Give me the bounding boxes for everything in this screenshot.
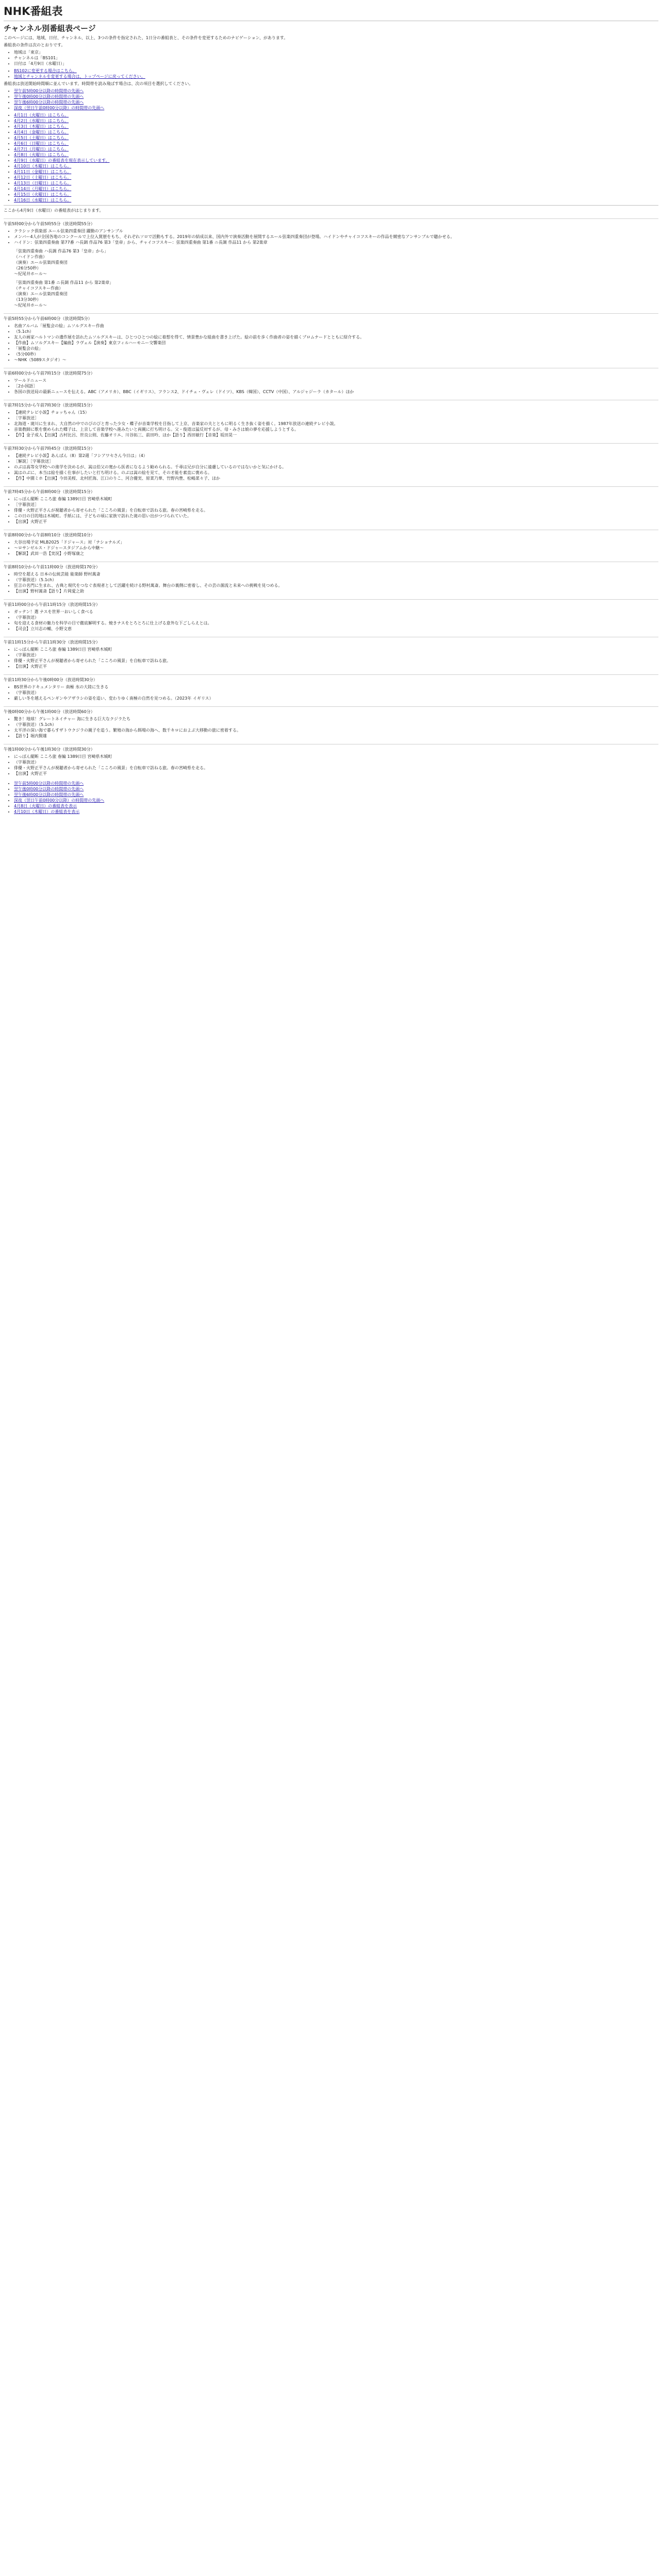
next-day-link[interactable]: 4月10日（木曜日）の番組表を表示: [14, 809, 80, 814]
piece-line: （ハイドン作曲）: [14, 255, 47, 259]
program-title: • 驚き！地球！グレートネイチャー 海に生きる巨大なクジラたち: [14, 716, 658, 722]
program-time: 午前8時00分から午前8時10分（放送時間10分）: [4, 533, 95, 537]
program-detail: • 俳優・火野正平さんが視聴者から寄せられた「こころの風景」を自転車で訪ねる旅。: [14, 658, 658, 664]
date-link[interactable]: 4月13日（日曜日）はこちら。: [14, 181, 72, 185]
program-time: 午前11時00分から午前11時15分（放送時間15分）: [4, 602, 100, 607]
program-title: • BS世界のドキュメンタリー 南極 氷の大陸に生きる: [14, 684, 658, 690]
date-link-item: [14, 197, 658, 203]
program-detail: • 【作】中園ミホ【出演】今田美桜、北村匠海、江口のりこ、河合優実、原菜乃華、竹野内豊、松嶋菜々子、ほか: [14, 476, 658, 481]
program-detail: • （5.1ch）: [14, 329, 658, 334]
date-link[interactable]: 4月1日（火曜日）はこちら。: [14, 113, 69, 117]
date-link[interactable]: 4月11日（金曜日）はこちら。: [14, 170, 72, 174]
program-detail: • （字幕放送）: [14, 690, 658, 696]
date-link[interactable]: 4月2日（水曜日）はこちら。: [14, 118, 69, 123]
program-detail: • ［字幕放送］: [14, 502, 658, 507]
condition-item: • チャンネルは「BS101」: [14, 55, 658, 61]
program-piece: [4, 280, 658, 308]
footer-links: [4, 781, 658, 815]
conditions-list: [4, 49, 658, 66]
time-link[interactable]: 翌午後6時00分以降の時間帯の先頭へ: [14, 100, 84, 105]
program-details: [4, 496, 658, 524]
program-title: • にっぽん縦断 こころ旅 春編 1389日目 宮崎県木城町: [14, 754, 658, 759]
piece-line: （13分30秒）: [14, 297, 41, 302]
date-nav-links: [4, 112, 658, 203]
program-detail: • 【出演】野村萬斎【語り】片岡愛之助: [14, 588, 658, 594]
program-title: • にっぽん縦断 こころ旅 春編 1389日目 宮崎県木城町: [14, 496, 658, 502]
program-details: [4, 228, 658, 245]
program-detail: • 各国の放送局の最新ニュースを伝える。ABC（アメリカ）、BBC（イギリス）、フランス2、ドイチェ・ヴェレ（ドイツ）、KBS（韓国）、CCTV（中国）、アルジャジーラ（カタール）ほか: [14, 389, 658, 395]
piece-line: （演奏）エール弦楽四重奏団: [14, 292, 68, 296]
program-detail: • （字幕放送）: [14, 759, 658, 765]
program-time: 午前5時00分から午前5時55分（放送時間55分）: [4, 222, 95, 226]
time-link[interactable]: 翌午前5時00分以降の時間帯の先頭へ: [14, 89, 84, 93]
footer-link-item: [14, 803, 658, 809]
footer-link-item: [14, 781, 658, 786]
program-title: • ワールドニュース: [14, 378, 658, 383]
program-detail: • ～NHK（5089スタジオ）～: [14, 357, 658, 363]
time-link[interactable]: 深夜（翌日午前0時00分以降）の時間帯の先頭へ: [14, 106, 105, 110]
program-title: • 【連続テレビ小説】あんぱん（8）第2週「フシアワセさん今日は」（4）: [14, 453, 658, 459]
date-link-item: [14, 146, 658, 152]
time-nav-label: 番組表は放送開始時間順に並んでいます。時間帯を読み飛ばす場合は、次の項目を選択してください。: [4, 81, 193, 86]
time-link[interactable]: 翌午後0時00分以降の時間帯の先頭へ: [14, 94, 84, 99]
program-entry: [4, 486, 658, 524]
program-detail: • 嵩はのぶに、本当は絵を描く仕事がしたいと打ち明ける。のぶは嵩の絵を見て、その才能を素直に褒める。: [14, 470, 658, 476]
intro-text: このページには、地域、日付、チャンネル、以上、3つの条件を指定された、1日分の番組表と、その条件を変更するためのナビゲーション、があります。: [4, 36, 288, 40]
program-detail: • （字幕放送）（5.1ch）: [14, 722, 658, 727]
program-time: 午後0時00分から午後1時00分（放送時間60分）: [4, 709, 95, 714]
program-entry: [4, 562, 658, 594]
program-entry: [4, 218, 658, 308]
program-detail: • ［解説］［字幕放送］: [14, 459, 658, 464]
date-link-item: [14, 169, 658, 175]
date-link-item: [14, 180, 658, 186]
time-link-item: [14, 99, 658, 105]
program-detail: • 北海道・滝川に生まれ、大自然の中でのびのびと育った少女・蝶子が音楽学校を目指して上京、音楽家の夫とともに明るく生き抜く姿を描く。1987年放送の連続テレビ小説。: [14, 421, 658, 427]
schedule-lead: ここから4月9日（水曜日）の番組表がはじまります。: [4, 208, 104, 213]
program-detail: • （字幕放送）（5.1ch）: [14, 577, 658, 583]
program-entry: [4, 744, 658, 776]
date-link-item: [14, 163, 658, 169]
program-time: 午後1時00分から午後1時30分（放送時間30分）: [4, 747, 95, 752]
date-link-item: [14, 112, 658, 118]
program-details: [4, 571, 658, 594]
date-link[interactable]: 4月7日（月曜日）はこちら。: [14, 147, 69, 151]
page: [0, 0, 662, 820]
program-details: [4, 716, 658, 739]
program-detail: • 太平洋の深い海で暮らすザトウクジラの親子を追う。繁殖の海から餌場の海へ、数千キロにおよぶ大移動の旅に密着する。: [14, 727, 658, 733]
footer-link-item: [14, 798, 658, 803]
program-detail: • ［字幕放送］: [14, 415, 658, 421]
date-link-item: [14, 135, 658, 141]
change-link-item: [14, 74, 658, 79]
program-title: • 時空を超える 日本の伝統芸能 能楽師 野村萬斎: [14, 571, 658, 577]
program-details: [4, 609, 658, 632]
program-time: 午前11時15分から午前11時30分（放送時間15分）: [4, 640, 100, 645]
time-nav-links: [4, 88, 658, 111]
program-detail: • 厳しい冬を越えるペンギンやアザラシの姿を追い、変わりゆく南極の自然を見つめる。（2023年 イギリス）: [14, 696, 658, 701]
date-link[interactable]: 4月16日（水曜日）はこちら。: [14, 198, 72, 202]
prev-day-link[interactable]: 4月8日（火曜日）の番組表を表示: [14, 804, 77, 808]
program-detail: • のぶは高等女学校への進学を決めるが、嵩は伯父の寛から医者になるよう勧められる。千尋は兄が自分に遠慮しているのではないかと気にかける。: [14, 464, 658, 470]
program-entry: [4, 368, 658, 395]
program-detail: • 【作】金子成人【出演】古村比呂、世良公則、佐藤オリエ、川谷拓三、前田吟、ほか【語り】西田敏行【音楽】坂田晃一: [14, 432, 658, 438]
date-link-item: [14, 141, 658, 146]
program-detail: • 俳優・火野正平さんが視聴者から寄せられた「こころの風景」を自転車で訪ねる旅。春の宮崎県を走る。: [14, 507, 658, 513]
program-detail: • 【語り】堀内賢雄: [14, 733, 658, 739]
date-link[interactable]: 4月6日（日曜日）はこちら。: [14, 141, 69, 146]
program-detail: • （5分00秒）: [14, 351, 658, 357]
program-title: • ガッテン！選 ナスを世界一おいしく食べる: [14, 609, 658, 615]
program-details: [4, 378, 658, 395]
program-detail: • 旬を迎える食材の魅力を科学の目で徹底解明する。焼きナスをとろとろに仕上げる意外な下ごしらえとは。: [14, 620, 658, 626]
program-entry: [4, 674, 658, 701]
program-entry: [4, 706, 658, 739]
program-time: 午前7時30分から午前7時45分（放送時間15分）: [4, 446, 95, 451]
date-link-item: [14, 175, 658, 180]
program-time: 午前7時15分から午前7時30分（放送時間15分）: [4, 403, 95, 408]
date-link[interactable]: 4月14日（月曜日）はこちら。: [14, 187, 72, 191]
program-detail: • 【作曲】ムソルグスキー【編曲】ラヴェル【演奏】東京フィルハーモニー交響楽団: [14, 340, 658, 346]
program-details: [4, 754, 658, 776]
program-time: 午前8時10分から午前11時00分（放送時間170分）: [4, 565, 100, 569]
program-details: [4, 410, 658, 438]
piece-line: ～紀尾井ホール～: [14, 272, 47, 276]
program-entry: [4, 313, 658, 363]
program-detail: • 【司会】立川志の輔、小野文恵: [14, 626, 658, 632]
date-link[interactable]: 4月15日（火曜日）はこちら。: [14, 192, 72, 197]
date-link[interactable]: 4月5日（土曜日）はこちら。: [14, 135, 69, 140]
page-subtitle: チャンネル別番組表ページ: [4, 24, 96, 33]
piece-line: （演奏）エール弦楽四重奏団: [14, 260, 68, 265]
footer-nav: [4, 781, 658, 815]
time-link-item: [14, 94, 658, 99]
piece-line: （チャイコフスキー作曲）: [14, 286, 63, 291]
program-title: • 大谷出場予定 MLB2025「ドジャース」対「ナショナルズ」: [14, 539, 658, 545]
program-detail: • 【出演】火野正平: [14, 664, 658, 669]
program-detail: • メンバー4人が全国各地のコンクールで上位入賞歴をもち、それぞれソロで活動もする。2019年の結成以来、国内外で演奏活動を展開するエール弦楽四重奏団が登場。ハイドンやチャイコフスキーの作品を緻密なアンサンブルで聴かせる。: [14, 234, 658, 240]
program-entry: [4, 530, 658, 556]
program-detail: • 【出演】火野正平: [14, 519, 658, 524]
program-time: 午前11時30分から午後0時00分（放送時間30分）: [4, 677, 97, 682]
program-entry: [4, 443, 658, 481]
footer-time-link[interactable]: 翌午後6時00分以降の時間帯の先頭へ: [14, 792, 84, 797]
piece-line: （26分50秒）: [14, 266, 41, 270]
program-entry: [4, 599, 658, 632]
back-to-top-link[interactable]: 地域とチャンネルを変更する場合は、トップページに戻ってください。: [14, 74, 145, 79]
program-detail: • この日の目的地は木城町。手紙には、子どもの頃に家族で訪れた滝の思い出がつづられていた。: [14, 513, 658, 519]
date-link[interactable]: 4月10日（木曜日）はこちら。: [14, 164, 72, 168]
condition-item: • 日付は「4月9日（水曜日）」: [14, 61, 658, 66]
footer-link-item: [14, 792, 658, 798]
piece-line: 「弦楽四重奏曲 第1番 ニ長調 作品11 から 第2楽章」: [14, 280, 114, 285]
date-link-item: [14, 152, 658, 158]
program-detail: • 友人の画家ハルトマンの遺作展を訪れたムソルグスキーは、ひとつひとつの絵に着想を得て、情景豊かな組曲を書き上げた。絵の前を歩く作曲者の姿を描くプロムナードとともに紹介する。: [14, 334, 658, 340]
date-link[interactable]: 4月8日（火曜日）はこちら。: [14, 152, 69, 157]
date-link[interactable]: 4月3日（木曜日）はこちら。: [14, 124, 69, 129]
footer-time-link[interactable]: 翌午後0時00分以降の時間帯の先頭へ: [14, 787, 84, 791]
current-date-link[interactable]: 4月9日（水曜日）の番組表を現在表示しています。: [14, 158, 110, 163]
date-link-item: [14, 158, 658, 163]
piece-line: ～紀尾井ホール～: [14, 303, 47, 308]
date-link-item: [14, 192, 658, 197]
footer-time-link[interactable]: 翌午前5時00分以降の時間帯の先頭へ: [14, 781, 84, 786]
program-time: 午前7時45分から午前8時00分（放送時間15分）: [4, 489, 95, 494]
date-link-item: [14, 118, 658, 124]
program-entry: [4, 400, 658, 438]
footer-link-item: [14, 809, 658, 815]
program-detail: • ［2か国語］: [14, 383, 658, 389]
program-details: [4, 684, 658, 701]
program-detail: • 「展覧会の絵」: [14, 346, 658, 351]
program-detail: • （字幕放送）: [14, 652, 658, 658]
date-link-item: [14, 129, 658, 135]
program-detail: • 狂言の名門に生まれ、古典と現代をつなぐ表現者として活躍を続ける野村萬斎。舞台の裏側に密着し、その芸の源流と未来への挑戦を見つめる。: [14, 583, 658, 588]
program-details: [4, 647, 658, 669]
program-details: [4, 539, 658, 556]
program-detail: • 【出演】火野正平: [14, 771, 658, 776]
program-title: • にっぽん縦断 こころ旅 春編 1389日目 宮崎県木城町: [14, 647, 658, 652]
program-detail: • 音楽教師に歌を褒められた蝶子は、上京して音楽学校へ進みたいと両親に打ち明ける。父・俊道は猛反対するが、母・みさは娘の夢を応援しようとする。: [14, 427, 658, 432]
date-link[interactable]: 4月12日（土曜日）はこちら。: [14, 175, 72, 180]
program-time: 午前5時55分から午前6時00分（放送時間5分）: [4, 316, 92, 321]
date-link-item: [14, 124, 658, 129]
program-time: 午前6時00分から午前7時15分（放送時間75分）: [4, 371, 95, 376]
time-link-item: [14, 105, 658, 111]
program-details: [4, 323, 658, 363]
program-detail: • ～ロサンゼルス・ドジャースタジアムから中継～: [14, 545, 658, 551]
change-channel-link[interactable]: BS102に変更する場合はこちら。: [14, 69, 77, 73]
program-entry: [4, 637, 658, 669]
program-details: [4, 453, 658, 481]
change-links: [4, 68, 658, 79]
date-link[interactable]: 4月4日（金曜日）はこちら。: [14, 130, 69, 134]
program-detail: • 俳優・火野正平さんが視聴者から寄せられた「こころの風景」を自転車で訪ねる旅。春の宮崎県を走る。: [14, 765, 658, 771]
program-detail: • ハイドン：弦楽四重奏曲 第77番 ハ長調 作品76 第3「皇帝」から、チャイコフスキー：弦楽四重奏曲 第1番 ニ長調 作品11 から 第2楽章: [14, 240, 658, 245]
piece-line: 「弦楽四重奏曲 ハ長調 作品76 第3「皇帝」から」: [14, 249, 108, 253]
program-detail: • （字幕放送）: [14, 615, 658, 620]
page-title: NHK番組表: [4, 5, 63, 18]
footer-time-link[interactable]: 深夜（翌日午前0時00分以降）の時間帯の先頭へ: [14, 798, 105, 803]
program-piece: [4, 248, 658, 277]
time-link-item: [14, 88, 658, 94]
date-link-item: [14, 186, 658, 192]
condition-item: • 地域は「東京」: [14, 49, 658, 55]
program-detail: • 【解説】武田一浩【実況】小野塚康之: [14, 551, 658, 556]
conditions-label: 番組表の条件は次のとおりです。: [4, 43, 65, 47]
change-link-item: [14, 68, 658, 74]
program-title: • クラシック倶楽部 エール弦楽四重奏団 躍動のアンサンブル: [14, 228, 658, 234]
divider: [4, 205, 658, 206]
program-title: • 名曲アルバム「展覧会の絵」ムソルグスキー作曲: [14, 323, 658, 329]
program-title: • 【連続テレビ小説】チョッちゃん（15）: [14, 410, 658, 415]
program-list: [4, 218, 658, 776]
footer-link-item: [14, 786, 658, 792]
